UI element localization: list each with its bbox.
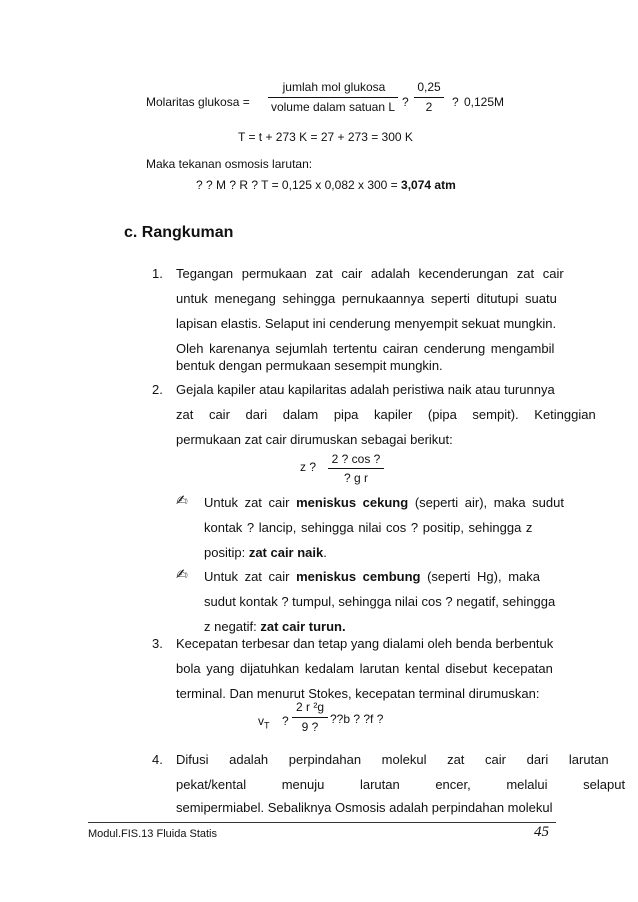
bullet-1-line-2: kontak ? lancip, sehingga nilai cos ? positip, sehingga z [204, 520, 533, 535]
stokes-equation [258, 714, 270, 730]
footer-module-title: Modul.FIS.13 Fluida Statis [88, 828, 218, 840]
item-4-line-2: pekat/kental menuju larutan encer, melalui selaput [176, 777, 626, 792]
bullet-1-line-1: Untuk zat cair meniskus cekung (seperti air), maka sudut [204, 495, 564, 510]
item-number: 4. [152, 752, 163, 767]
item-2-line-3: permukaan zat cair dirumuskan sebagai berikut: [176, 432, 453, 447]
pen-bullet-icon: ✍ [176, 493, 188, 509]
item-3-line-1: Kecepatan terbesar dan tetap yang dialami oleh benda berbentuk [176, 636, 554, 651]
fraction-bar [414, 97, 444, 98]
missing-symbol: ? [402, 95, 409, 109]
fraction-denominator: 2 [425, 100, 433, 114]
capillary-z: z ? [300, 460, 317, 474]
capillary-numerator: 2 ? cos ? [331, 452, 381, 466]
item-2-line-1: Gejala kapiler atau kapilaritas adalah peristiwa naik atau turunnya [176, 382, 555, 397]
item-1-line-1: Tegangan permukaan zat cair adalah kecenderungan zat cair [176, 266, 564, 281]
stokes-tail: ??b ? ?f ? [330, 712, 384, 726]
item-3-line-3: terminal. Dan menurut Stokes, kecepatan terminal dirumuskan: [176, 686, 540, 701]
molaritas-label: Molaritas glukosa = [146, 95, 250, 109]
stokes-numerator: 2 r ²g [295, 700, 324, 714]
bullet-2-line-1: Untuk zat cair meniskus cembung (seperti Hg), maka [204, 569, 541, 584]
bullet-2-line-3: z negatif: zat cair turun. [204, 619, 346, 634]
item-4-line-1: Difusi adalah perpindahan molekul zat cair dari larutan [176, 752, 609, 767]
item-2-line-2: zat cair dari dalam pipa kapiler (pipa sempit). Ketinggian [176, 407, 596, 422]
fraction-bar [328, 468, 384, 469]
fraction-numerator: jumlah mol glukosa [282, 80, 386, 94]
fraction-numerator: 0,25 [417, 80, 441, 94]
stokes-subscript: T [264, 720, 270, 731]
stokes-v: v [258, 714, 264, 728]
item-3-line-2: bola yang dijatuhkan kedalam larutan kental disebut kecepatan [176, 661, 553, 676]
molarity-result: 0,125M [464, 95, 505, 109]
temperature-line: T = t + 273 K = 27 + 273 = 300 K [238, 130, 413, 144]
item-4-line-3: semipermiabel. Sebaliknya Osmosis adalah perpindahan molekul [176, 800, 553, 815]
footer-divider [88, 822, 556, 823]
fraction-bar [268, 97, 398, 98]
item-1-line-5: bentuk dengan permukaan sesempit mungkin. [176, 358, 443, 373]
osmosis-equation: ? ? M ? R ? T = 0,125 x 0,082 x 300 = 3,074 atm [196, 178, 456, 192]
item-1-line-3: lapisan elastis. Selaput ini cenderung menyempit sekuat mungkin. [176, 316, 557, 331]
osmosis-result: 3,074 atm [401, 178, 456, 192]
item-number: 1. [152, 266, 163, 281]
stokes-denominator: 9 ? [301, 720, 319, 734]
missing-symbol: ? [452, 95, 459, 109]
pen-bullet-icon: ✍ [176, 567, 188, 583]
item-1-line-4: Oleh karenanya sejumlah tertentu cairan cenderung mengambil [176, 341, 555, 356]
item-number: 3. [152, 636, 163, 651]
bullet-2-line-2: sudut kontak ? tumpul, sehingga nilai cos ? negatif, sehingga [204, 594, 556, 609]
fraction-bar [292, 717, 328, 718]
osmosis-intro: Maka tekanan osmosis larutan: [146, 157, 313, 171]
section-heading: c. Rangkuman [124, 224, 234, 241]
item-number: 2. [152, 382, 163, 397]
stokes-q: ? [282, 714, 289, 728]
fraction-denominator: volume dalam satuan L [270, 100, 396, 114]
item-1-line-2: untuk menegang sehingga pernukaannya seperti ditutupi suatu [176, 291, 557, 306]
page-number: 45 [534, 824, 549, 840]
capillary-denominator: ? g r [343, 471, 368, 485]
bullet-1-line-3: positip: zat cair naik. [204, 545, 327, 560]
